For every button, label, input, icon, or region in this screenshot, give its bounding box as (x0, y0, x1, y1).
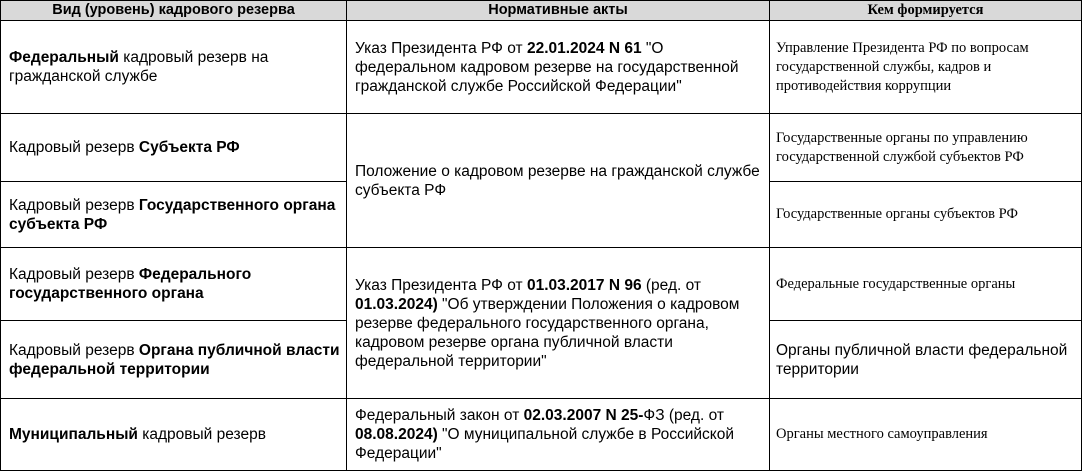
fed-org-type-pre: Кадровый резерв (9, 266, 139, 283)
municipal-act-fz: ФЗ (643, 407, 665, 424)
fed-org-act-post: "Об утверждении Положения о кадровом резерве федерального государственного органа, кадровом резерве органа публичной власти федеральной территории" (355, 295, 740, 370)
header-formed-by: Кем формируется (770, 1, 1082, 21)
header-row (1, 1, 1082, 21)
table-row-fed-org (1, 248, 1082, 321)
header-normative-acts: Нормативные акты (347, 1, 770, 21)
municipal-act-bold1: 02.03.2007 N 25- (523, 407, 644, 424)
table-row-municipal (1, 399, 1082, 471)
header-type-level: Вид (уровень) кадрового резерва (1, 1, 347, 21)
federal-act-pre: Указ Президента РФ от (355, 39, 527, 57)
cell-municipal-type (1, 399, 347, 471)
cell-subject-act: Положение о кадровом резерве на гражданской службе субъекта РФ (347, 114, 770, 248)
table-row-federal (1, 21, 1082, 114)
cell-fed-org-former: Федеральные государственные органы (770, 248, 1082, 321)
cell-federal-act (347, 21, 770, 114)
cell-federal-former: Управление Президента РФ по вопросам государственной службы, кадров и противодействия коррупции (770, 21, 1082, 114)
municipal-type-rest: кадровый резерв (137, 426, 266, 443)
cell-federal-type (1, 21, 347, 114)
fed-org-type-bold: Федерального государственного органа (9, 266, 252, 302)
cell-municipal-act (347, 399, 770, 471)
subject-type-bold: Субъекта РФ (138, 139, 240, 156)
public-org-type-pre: Кадровый резерв (9, 341, 139, 359)
municipal-act-bold2: 08.08.2024) (355, 426, 438, 443)
cell-public-org-type (1, 321, 347, 399)
cell-subject-type (1, 114, 347, 182)
subject-org-type-bold: Государственного органа субъекта РФ (9, 196, 336, 233)
federal-act-post: "О федеральном кадровом резерве на государственной гражданской службе Российской Федерации" (355, 39, 739, 95)
fed-org-act-mid: (ред. от (641, 276, 701, 294)
cell-public-org-former: Органы публичной власти федеральной территории (770, 321, 1082, 399)
cell-subject-org-former: Государственные органы субъектов РФ (770, 182, 1082, 248)
municipal-act-mid: (ред. от (664, 407, 724, 424)
cell-subject-org-type (1, 182, 347, 248)
public-org-type-bold: Органа публичной власти федеральной территории (9, 341, 340, 378)
table-row-subject (1, 114, 1082, 182)
subject-type-pre: Кадровый резерв (9, 139, 139, 156)
fed-org-act-pre: Указ Президента РФ от (355, 276, 527, 294)
cell-fed-org-act (347, 248, 770, 399)
cell-municipal-former: Органы местного самоуправления (770, 399, 1082, 471)
cell-fed-org-type (1, 248, 347, 321)
federal-type-bold: Федеральный (9, 49, 119, 66)
municipal-act-post: "О муниципальной службе в Российской Федерации" (355, 426, 735, 462)
fed-org-act-bold2: 01.03.2024) (355, 295, 438, 313)
federal-type-rest: кадровый резерв на гражданской службе (9, 49, 269, 85)
subject-org-type-pre: Кадровый резерв (9, 196, 139, 214)
municipal-type-bold: Муниципальный (9, 426, 138, 443)
federal-act-bold: 22.01.2024 N 61 (526, 39, 642, 57)
municipal-act-pre: Федеральный закон от (355, 407, 524, 424)
cell-subject-former: Государственные органы по управлению государственной службой субъектов РФ (770, 114, 1082, 182)
fed-org-act-bold1: 01.03.2017 N 96 (526, 276, 642, 294)
